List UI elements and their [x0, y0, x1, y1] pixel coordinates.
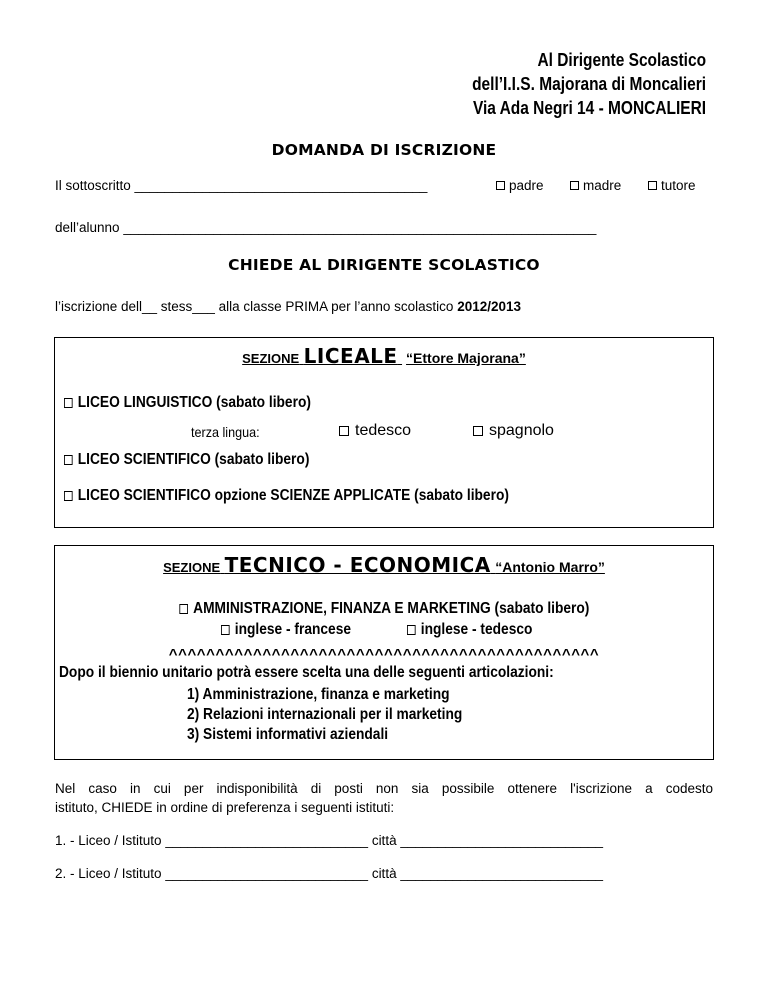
alunno-label: dell’alunno	[55, 220, 120, 235]
istituto-field[interactable]: ___________________________	[165, 866, 369, 881]
preferenza-label: 2. - Liceo / Istituto	[55, 866, 162, 881]
alunno-row	[55, 220, 596, 235]
liceo-scientifico-label: LICEO SCIENTIFICO (sabato libero)	[77, 451, 310, 468]
nel-caso-line-1: Nel caso in cui per indisponibilità di posti non sia possibile ottenere l'iscrizione a codesto	[55, 781, 713, 796]
sezione-tecnico-heading	[55, 553, 713, 577]
option-tedesco[interactable]	[339, 422, 411, 440]
checkbox-icon[interactable]	[496, 181, 505, 190]
sottoscritto-label: Il sottoscritto	[55, 178, 131, 193]
preferenza-1	[55, 833, 603, 848]
school-name: “Ettore Majorana”	[406, 350, 526, 366]
option-madre-label: madre	[583, 178, 622, 193]
spagnolo-label: spagnolo	[489, 422, 554, 439]
checkbox-icon[interactable]	[221, 625, 230, 635]
sezione-liceale-heading	[55, 344, 713, 368]
iscrizione-line	[55, 299, 521, 314]
afm-label: AMMINISTRAZIONE, FINANZA E MARKETING (sabato libero)	[192, 600, 589, 617]
liceo-linguistico-label: LICEO LINGUISTICO (sabato libero)	[77, 394, 311, 411]
page-title: DOMANDA DI ISCRIZIONE	[271, 141, 497, 159]
checkbox-icon[interactable]	[473, 426, 483, 436]
option-scienze-applicate[interactable]	[64, 487, 509, 505]
recipient-line-2: dell’I.I.S. Majorana di Moncalieri	[472, 74, 706, 94]
option-tutore[interactable]	[648, 178, 696, 193]
separator: ^^^^^^^^^^^^^^^^^^^^^^^^^^^^^^^^^^^^^^^^^^^^^^	[168, 646, 600, 663]
citta-field[interactable]: ___________________________	[400, 866, 604, 881]
option-spagnolo[interactable]	[473, 422, 554, 440]
recipient-line-3: Via Ada Negri 14 - MONCALIERI	[472, 98, 706, 118]
checkbox-icon[interactable]	[570, 181, 579, 190]
citta-label: città	[371, 866, 397, 881]
chiede-heading: CHIEDE AL DIRIGENTE SCOLASTICO	[228, 256, 540, 274]
option-liceo-linguistico[interactable]	[64, 394, 311, 412]
anno-scolastico: 2012/2013	[457, 299, 522, 314]
sezione-tecnico-name: TECNICO - ECONOMICA	[224, 553, 491, 577]
sezione-liceale-name: LICEALE	[303, 344, 398, 368]
articolazione-3: 3) Sistemi informativi aziendali	[187, 726, 389, 743]
scienze-applicate-label: LICEO SCIENTIFICO opzione SCIENZE APPLICATE (sabato libero)	[77, 487, 509, 504]
option-padre[interactable]	[496, 178, 544, 193]
inglese-tedesco-label: inglese - tedesco	[420, 621, 533, 638]
checkbox-icon[interactable]	[64, 491, 73, 501]
citta-field[interactable]: ___________________________	[400, 833, 604, 848]
checkbox-icon[interactable]	[64, 398, 73, 408]
checkbox-icon[interactable]	[407, 625, 416, 635]
recipient-line-1: Al Dirigente Scolastico	[537, 50, 706, 70]
preferenza-label: 1. - Liceo / Istituto	[55, 833, 162, 848]
sottoscritto-row	[55, 178, 427, 193]
tedesco-label: tedesco	[355, 422, 412, 439]
option-afm-wrap	[55, 600, 713, 618]
dopo-biennio-text: Dopo il biennio unitario potrà essere scelta una delle seguenti articolazioni:	[59, 664, 554, 681]
articolazione-1: 1) Amministrazione, finanza e marketing	[187, 686, 450, 703]
alunno-field[interactable]: _______________________________________________________________	[123, 220, 597, 235]
option-tutore-label: tutore	[661, 178, 696, 193]
option-inglese-francese[interactable]	[221, 621, 351, 639]
iscrizione-text: l’iscrizione dell__ stess___ alla classe PRIMA per l’anno scolastico	[55, 299, 454, 314]
checkbox-icon[interactable]	[179, 604, 188, 614]
sezione-label: SEZIONE	[163, 560, 221, 575]
sottoscritto-field[interactable]: _______________________________________	[134, 178, 428, 193]
option-madre[interactable]	[570, 178, 621, 193]
option-afm[interactable]	[179, 600, 589, 618]
option-padre-label: padre	[509, 178, 544, 193]
inglese-francese-label: inglese - francese	[234, 621, 352, 638]
school-name: “Antonio Marro”	[495, 559, 605, 575]
terza-lingua-label: terza lingua:	[191, 424, 260, 440]
sezione-tecnico-box	[54, 545, 714, 760]
option-inglese-tedesco[interactable]	[407, 621, 532, 639]
nel-caso-line-2: istituto, CHIEDE in ordine di preferenza i seguenti istituti:	[55, 800, 395, 815]
checkbox-icon[interactable]	[64, 455, 73, 465]
option-liceo-scientifico[interactable]	[64, 451, 309, 469]
istituto-field[interactable]: ___________________________	[165, 833, 369, 848]
preferenza-2	[55, 866, 603, 881]
citta-label: città	[371, 833, 397, 848]
checkbox-icon[interactable]	[339, 426, 349, 436]
articolazione-2: 2) Relazioni internazionali per il marketing	[187, 706, 463, 723]
checkbox-icon[interactable]	[648, 181, 657, 190]
sezione-liceale-box	[54, 337, 714, 528]
sezione-label: SEZIONE	[242, 351, 300, 366]
